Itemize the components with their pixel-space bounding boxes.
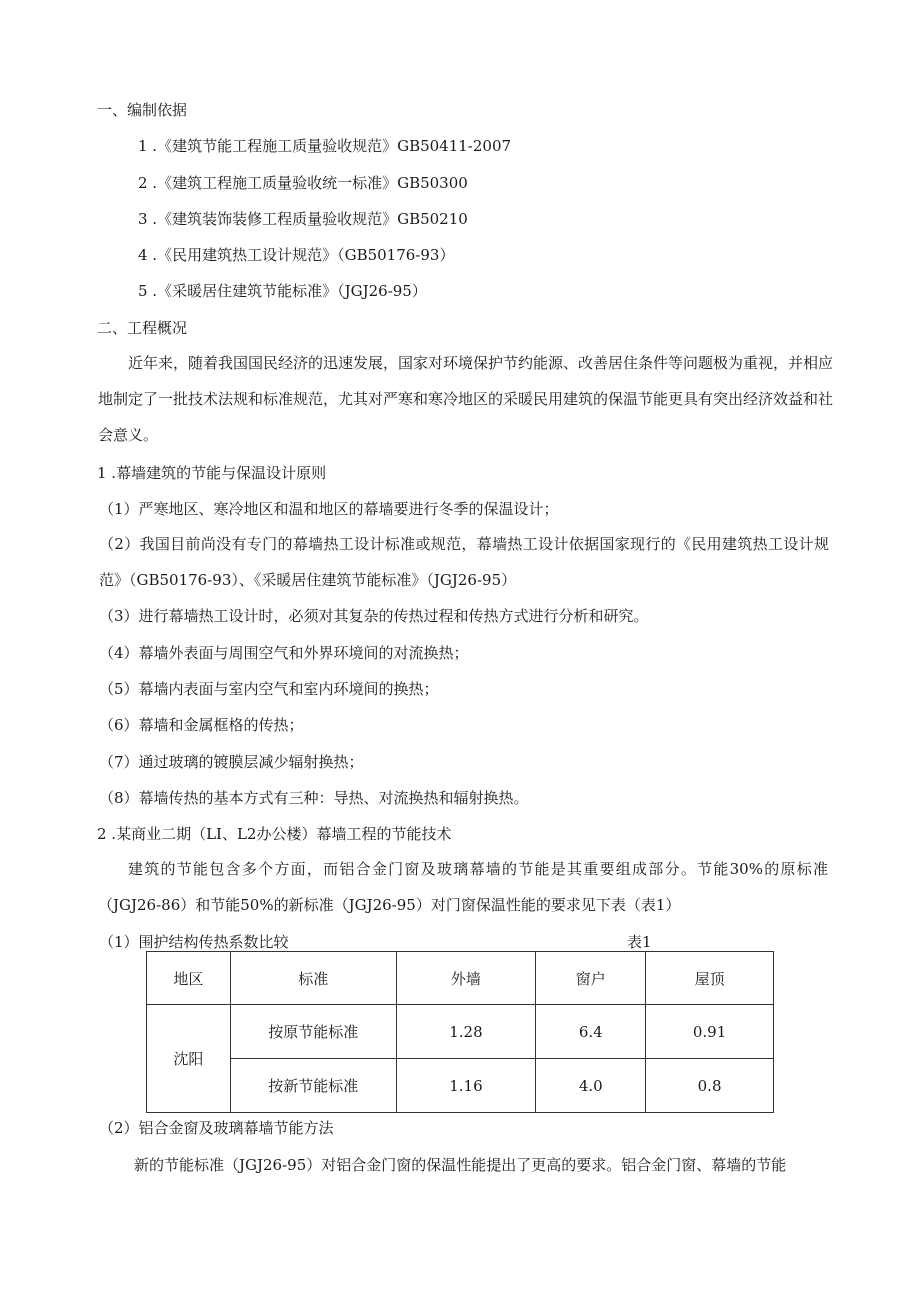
principle-3: （3）进行幕墙热工设计时，必须对其复杂的传热过程和传热方式进行分析和研究。 bbox=[99, 607, 649, 625]
technology-paragraph: 建筑的节能包含多个方面，而铝合金门窗及玻璃幕墙的节能是其重要组成部分。节能30%的原标准（JGJ26-86）和节能50%的新标准（JGJ26-95）对门窗保温性能的要求见下表（表1） bbox=[98, 860, 828, 914]
heat-transfer-table bbox=[146, 951, 774, 1113]
table-row bbox=[147, 1005, 774, 1059]
section-heading-overview: 二、工程概况 bbox=[97, 319, 188, 337]
subsection-heading-methods: （2）铝合金窗及玻璃幕墙节能方法 bbox=[99, 1119, 334, 1137]
principle-8: （8）幕墙传热的基本方式有三种：导热、对流换热和辐射换热。 bbox=[99, 789, 529, 807]
header-standard: 标准 bbox=[230, 952, 396, 1005]
header-wall: 外墙 bbox=[396, 952, 536, 1005]
cell-wall: 1.16 bbox=[396, 1059, 536, 1113]
principle-4: （4）幕墙外表面与周围空气和外界环境间的对流换热； bbox=[99, 644, 469, 662]
table-header-row bbox=[147, 952, 774, 1005]
principle-1: （1）严寒地区、寒冷地区和温和地区的幕墙要进行冬季的保温设计； bbox=[99, 500, 559, 518]
basis-item-4: 4 .《民用建筑热工设计规范》（GB50176-93） bbox=[138, 246, 455, 264]
table-caption: （1）围护结构传热系数比较 bbox=[99, 933, 289, 951]
principle-6: （6）幕墙和金属框格的传热； bbox=[99, 716, 304, 734]
header-region: 地区 bbox=[147, 952, 231, 1005]
cell-roof: 0.91 bbox=[646, 1005, 774, 1059]
cell-roof: 0.8 bbox=[646, 1059, 774, 1113]
cell-window: 4.0 bbox=[536, 1059, 646, 1113]
header-roof: 屋顶 bbox=[646, 952, 774, 1005]
basis-item-5: 5 .《采暖居住建筑节能标准》（JGJ26-95） bbox=[138, 282, 427, 300]
basis-item-2: 2 .《建筑工程施工质量验收统一标准》GB50300 bbox=[138, 174, 468, 192]
basis-item-1: 1 .《建筑节能工程施工质量验收规范》GB50411-2007 bbox=[138, 137, 512, 155]
basis-item-3: 3 .《建筑装饰装修工程质量验收规范》GB50210 bbox=[138, 210, 468, 228]
principle-7: （7）通过玻璃的镀膜层减少辐射换热； bbox=[99, 753, 364, 771]
subsection-heading-principles: 1 .幕墙建筑的节能与保温设计原则 bbox=[97, 464, 327, 482]
principle-2: （2）我国目前尚没有专门的幕墙热工设计标准或规范，幕墙热工设计依据国家现行的《民用建筑热工设计规范》（GB50176-93）、《采暖居住建筑节能标准》（JGJ26-95） bbox=[99, 535, 829, 589]
table-row bbox=[147, 1059, 774, 1113]
header-window: 窗户 bbox=[536, 952, 646, 1005]
cell-window: 6.4 bbox=[536, 1005, 646, 1059]
subsection-heading-technology: 2 .某商业二期（LI、L2办公楼）幕墙工程的节能技术 bbox=[97, 825, 452, 843]
methods-paragraph: 新的节能标准（JGJ26-95）对铝合金门窗的保温性能提出了更高的要求。铝合金门窗、幕墙的节能 bbox=[134, 1156, 787, 1174]
cell-standard: 按新节能标准 bbox=[230, 1059, 396, 1113]
section-heading-basis: 一、编制依据 bbox=[97, 101, 188, 119]
cell-standard: 按原节能标准 bbox=[230, 1005, 396, 1059]
cell-wall: 1.28 bbox=[396, 1005, 536, 1059]
overview-paragraph: 近年来，随着我国国民经济的迅速发展，国家对环境保护节约能源、改善居住条件等问题极为重视，并相应地制定了一批技术法规和标准规范，尤其对严寒和寒冷地区的采暖民用建筑的保温节能更具有突出经济效益和社会意义。 bbox=[98, 354, 834, 444]
cell-region: 沈阳 bbox=[147, 1005, 231, 1113]
principle-5: （5）幕墙内表面与室内空气和室内环境间的换热； bbox=[99, 680, 439, 698]
table-number: 表1 bbox=[627, 933, 652, 951]
